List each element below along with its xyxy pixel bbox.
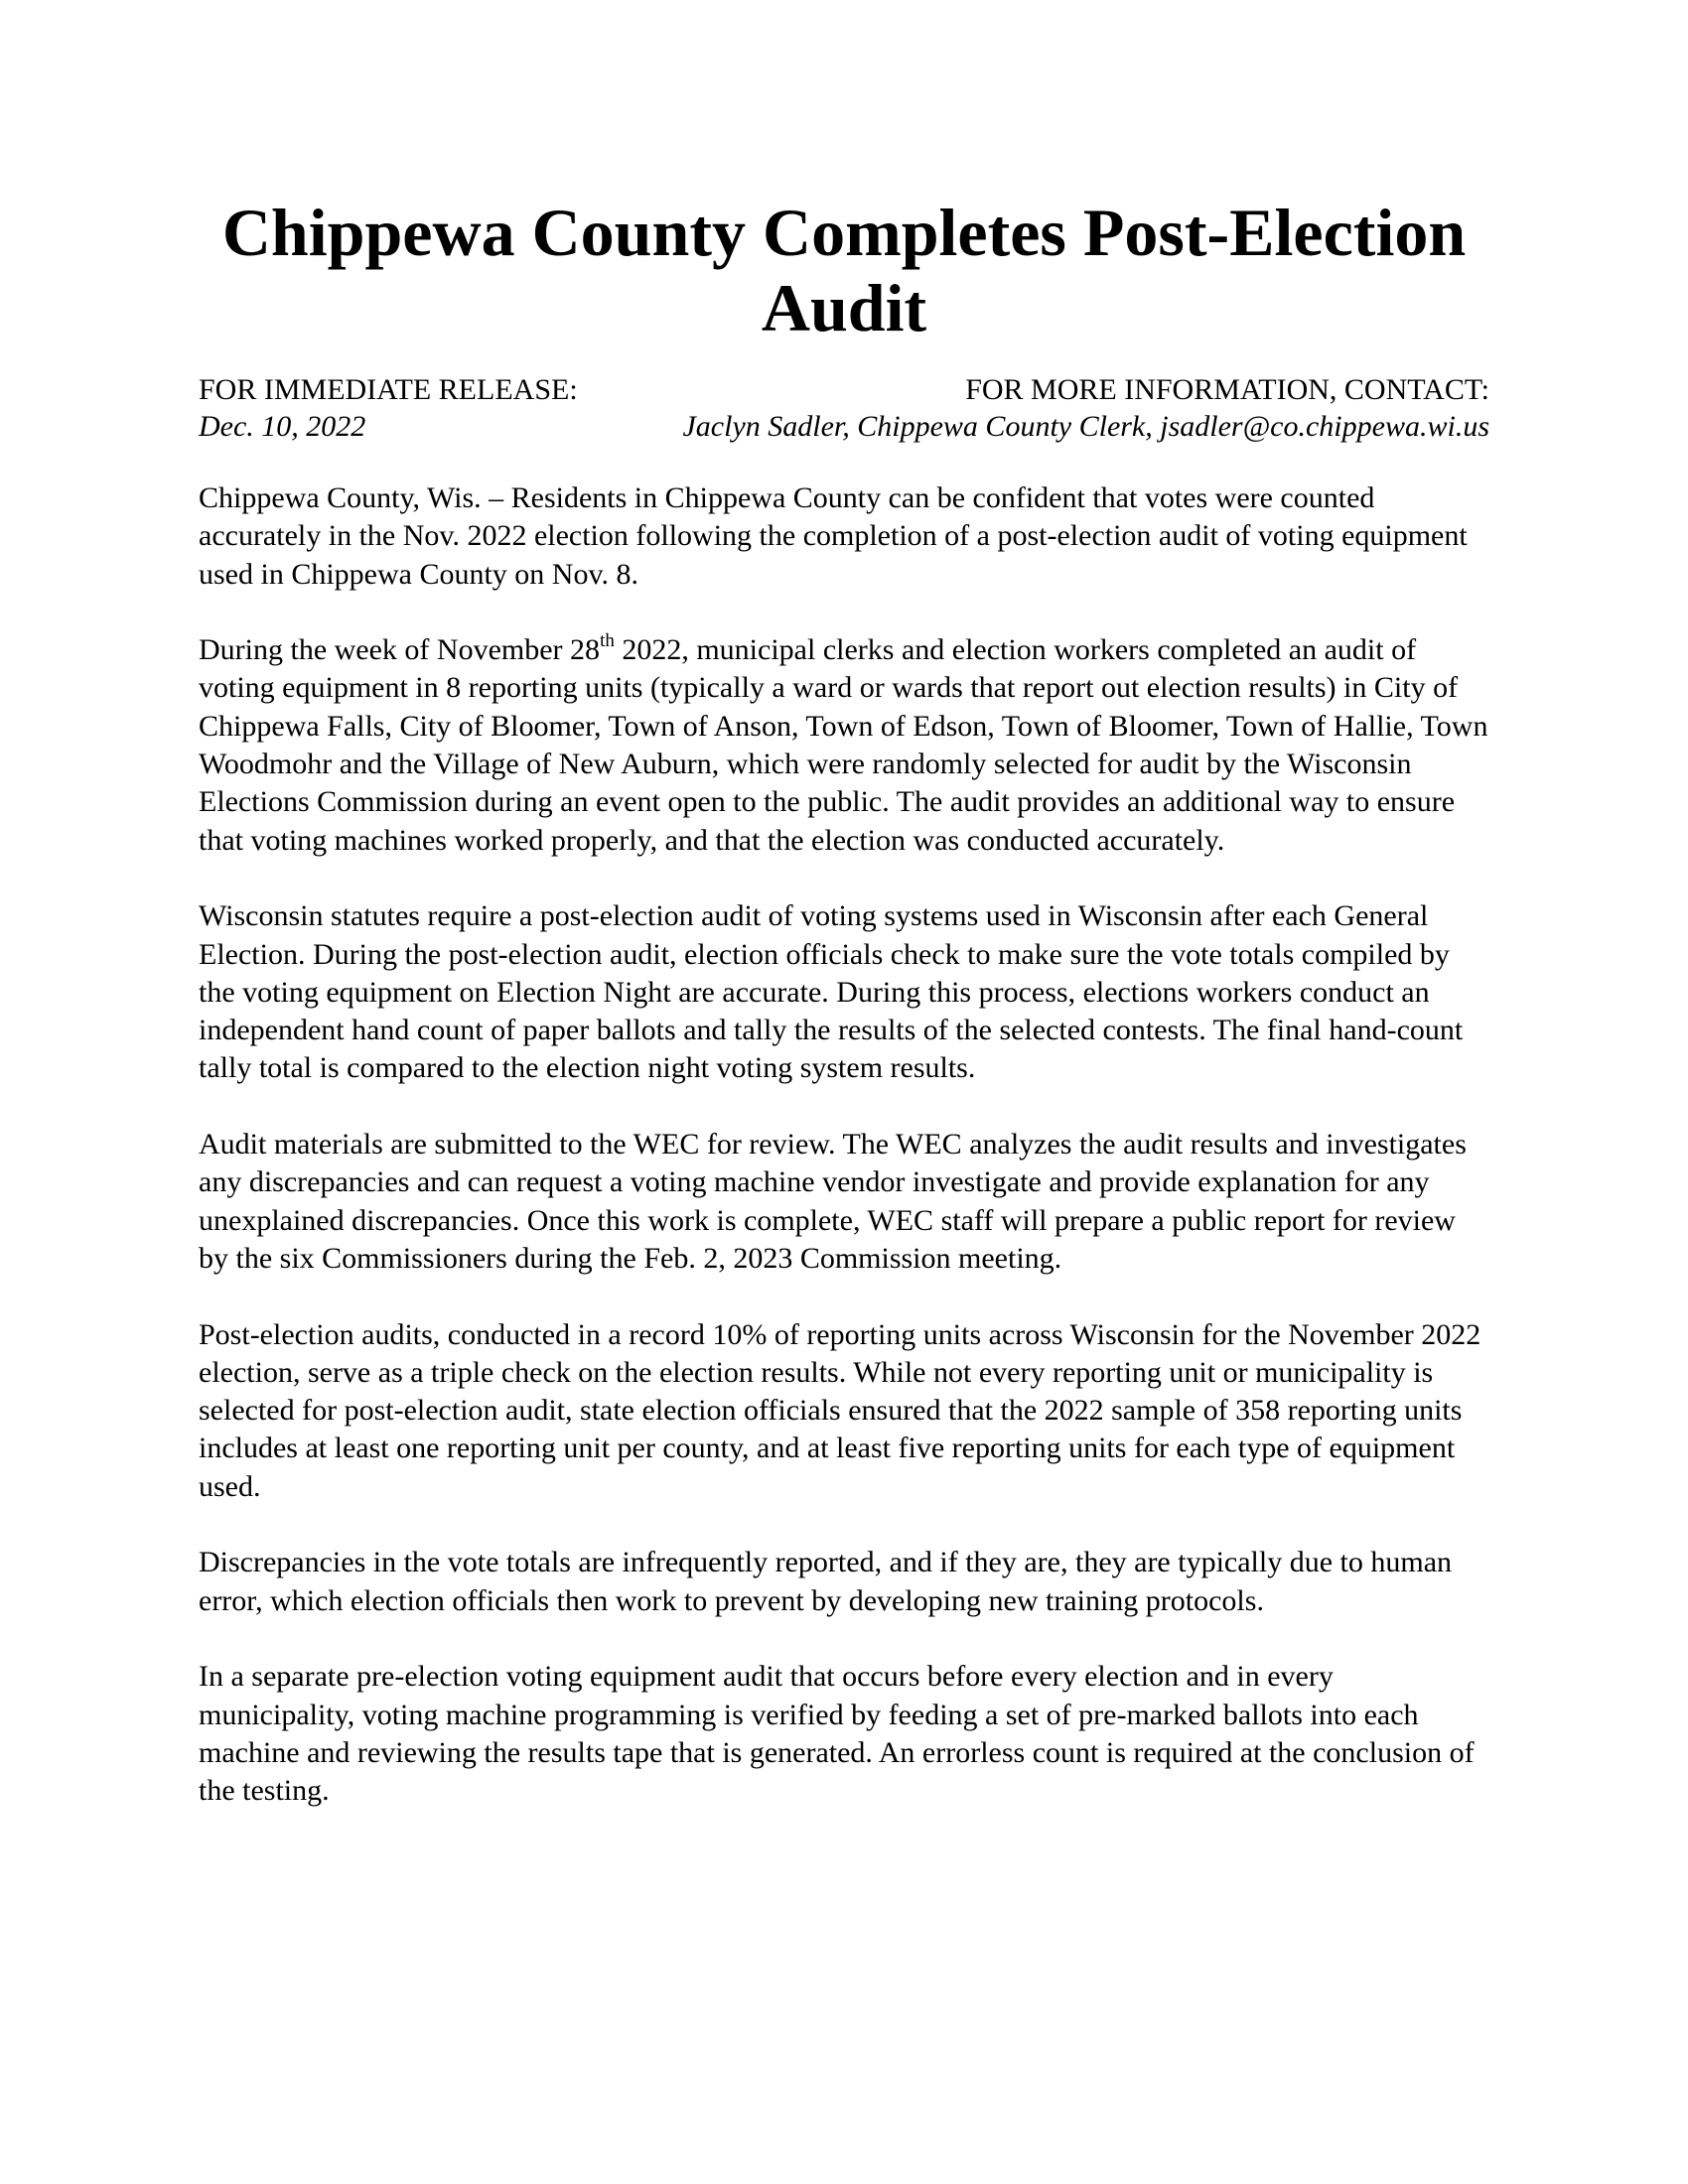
paragraph-wec-review: Audit materials are submitted to the WEC for review. The WEC analyzes the audit results and investigates any discrepancies and can request a voting machine vendor investigate and provide explanation for any unexplained discrepancies. Once this work is complete, WEC staff will prepare a public report for review by the six Commissioners during the Feb. 2, 2023 Commission meeting. bbox=[199, 1128, 1467, 1275]
release-date: Dec. 10, 2022 bbox=[199, 410, 366, 443]
release-details-row bbox=[199, 408, 1489, 445]
paragraph-sample: Post-election audits, conducted in a record 10% of reporting units across Wisconsin for the November 2022 election, serve as a triple check on the election results. While not every reporting unit or municipality is selected for post-election audit, state election officials ensured that the 2022 sample of 358 reporting units includes at least one reporting unit per county, and at least five reporting units for each type of equipment used. bbox=[199, 1317, 1481, 1503]
release-label: FOR IMMEDIATE RELEASE: bbox=[199, 373, 578, 406]
paragraph-audit-week-start: During the week of November 28 bbox=[199, 633, 601, 667]
paragraph-audit-week bbox=[199, 631, 1489, 860]
paragraph-discrepancies: Discrepancies in the vote totals are infrequently reported, and if they are, they are typically due to human error, which election officials then work to prevent by developing new training protocols. bbox=[199, 1546, 1453, 1617]
title-line-1: Chippewa County Completes Post-Election bbox=[221, 195, 1467, 270]
paragraph-pre-election: In a separate pre-election voting equipment audit that occurs before every election and in every municipality, voting machine programming is verified by feeding a set of pre-marked ballots into each machine and reviewing the results tape that is generated. An errorless count is required at the conclusion of the testing. bbox=[199, 1660, 1475, 1808]
release-labels-row bbox=[199, 371, 1489, 408]
ordinal-suffix: th bbox=[600, 630, 615, 652]
paragraph-intro: Chippewa County, Wis. – Residents in Chippewa County can be confident that votes were counted accurately in the Nov. 2022 election following the completion of a post-election audit of voting equipment used in Chippewa County on Nov. 8. bbox=[199, 481, 1468, 591]
title-line-2: Audit bbox=[761, 270, 927, 345]
release-meta bbox=[199, 371, 1489, 445]
contact-label: FOR MORE INFORMATION, CONTACT: bbox=[965, 373, 1489, 406]
paragraph-audit-week-rest: 2022, municipal clerks and election workers completed an audit of voting equipment in 8 reporting units (typically a ward or wards that report out election results) in City of Chippewa Falls, City of Bloomer, Town of Anson, Town of Edson, Town of Bloomer, Town of Hallie, Town Woodmohr and the Village of New Auburn, which were randomly selected for audit by the Wisconsin Elections Commission during an event open to the public. The audit provides an additional way to ensure that voting machines worked properly, and that the election was conducted accurately. bbox=[199, 633, 1488, 857]
contact-info: Jaclyn Sadler, Chippewa County Clerk, jsadler@co.chippewa.wi.us bbox=[682, 410, 1489, 443]
page-title bbox=[199, 195, 1489, 345]
paragraph-statutes: Wisconsin statutes require a post-election audit of voting systems used in Wisconsin after each General Election. During the post-election audit, election officials check to make sure the vote totals compiled by the voting equipment on Election Night are accurate. During this process, elections workers conduct an independent hand count of paper ballots and tally the results of the selected contests. The final hand-count tally total is compared to the election night voting system results. bbox=[199, 899, 1464, 1085]
document-page bbox=[199, 195, 1489, 1848]
